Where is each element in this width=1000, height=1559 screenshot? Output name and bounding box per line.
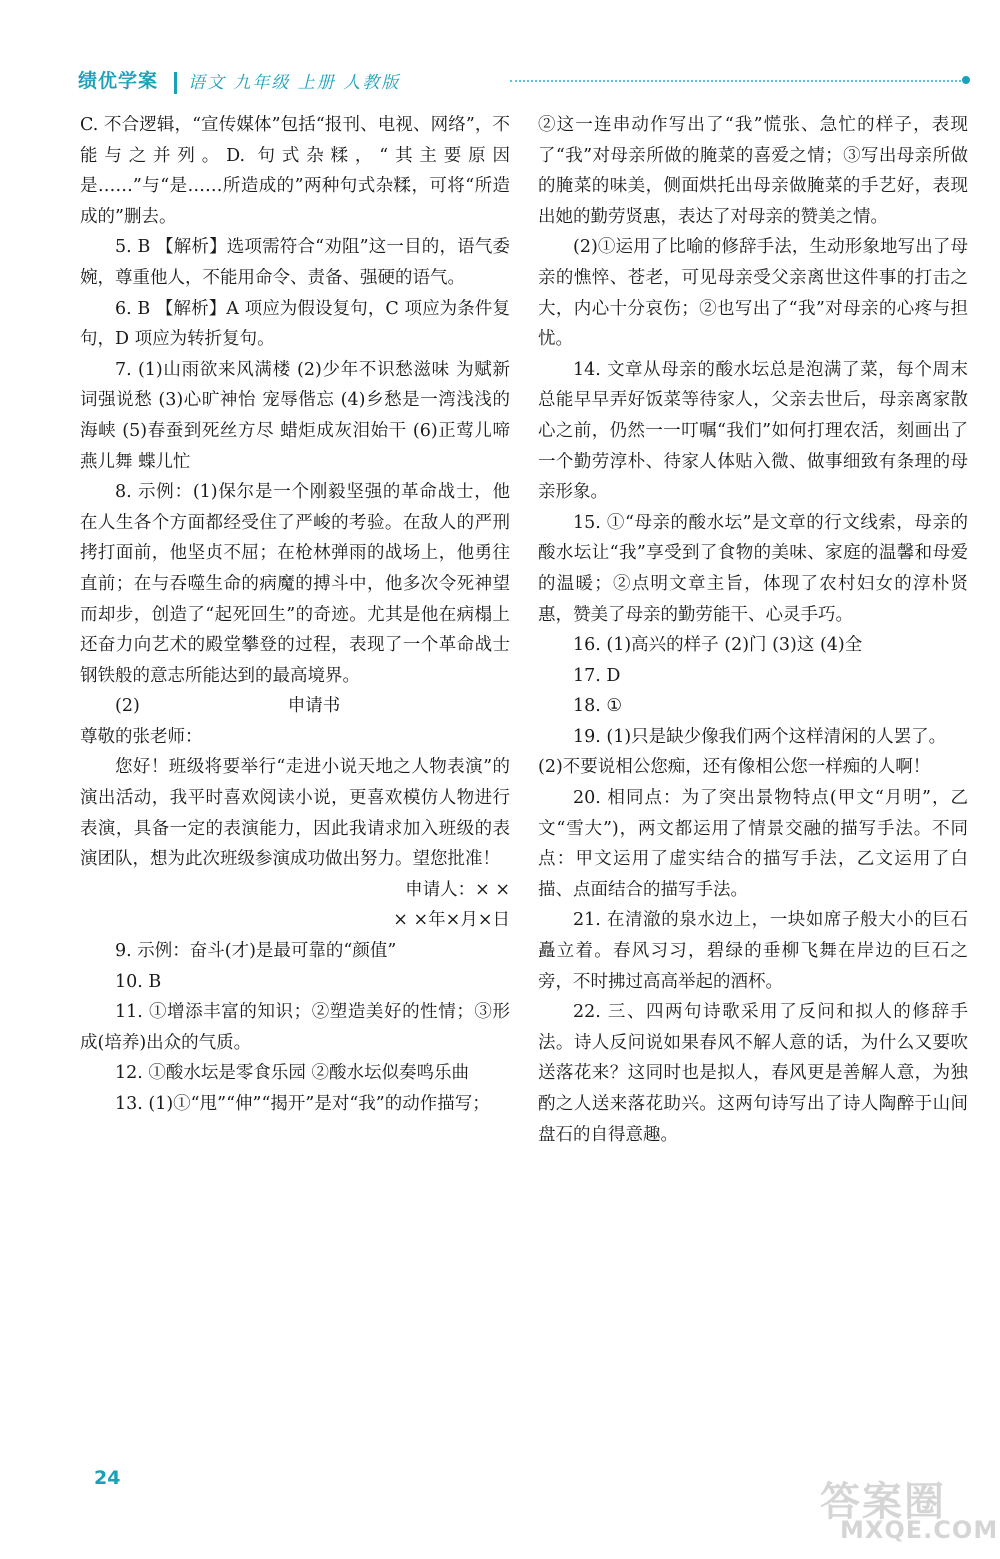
letter-body: 您好！班级将要举行“走进小说天地之人物表演”的演出活动，我平时喜欢阅读小说，更喜欢模仿人物进行表演，具备一定的表演能力，因此我请求加入班级的表演团队，想为此次班级参演成功做出努力。望您批准！: [80, 757, 510, 870]
watermark-url: MXQE.COM: [840, 1516, 999, 1544]
watermark: [820, 1470, 999, 1550]
letter-heading: [80, 691, 510, 722]
answer-paragraph: 15. ①“母亲的酸水坛”是文章的行文线索，母亲的酸水坛让“我”享受到了食物的美味、家庭的温馨和母爱的温暖；②点明文章主旨，体现了农村妇女的淳朴贤惠，赞美了母亲的勤劳能干、心灵手巧。: [538, 512, 968, 625]
answer-paragraph: 13. (1)①“甩”“伸”“揭开”是对“我”的动作描写；: [115, 1094, 490, 1114]
answer-paragraph: 7. (1)山雨欲来风满楼 (2)少年不识愁滋味 为赋新词强说愁 (3)心旷神怡 宠辱偕忘 (4)乡愁是一湾浅浅的海峡 (5)春蚕到死丝方尽 蜡炬成灰泪始干 (6)正莺儿啼 燕儿舞 蝶儿忙: [80, 359, 510, 472]
answer-paragraph: 5. B 【解析】选项需符合“劝阻”这一目的，语气委婉，尊重他人，不能用命令、责备、强硬的语气。: [80, 237, 510, 288]
answer-paragraph: 21. 在清澈的泉水边上，一块如席子般大小的巨石矗立着。春风习习，碧绿的垂柳飞舞在岸边的巨石之旁，不时拂过高高举起的酒杯。: [538, 910, 968, 992]
answer-paragraph: 16. (1)高兴的样子 (2)门 (3)这 (4)全: [573, 635, 863, 656]
answer-paragraph: 12. ①酸水坛是零食乐园 ②酸水坛似奏鸣乐曲: [115, 1063, 469, 1084]
answer-paragraph: (2)不要说相公您痴，还有像相公您一样痴的人啊！: [538, 757, 931, 778]
answer-paragraph: 22. 三、四两句诗歌采用了反问和拟人的修辞手法。诗人反问说如果春风不解人意的话，为什么又要吹送落花来？这同时也是拟人，春风更是善解人意，为独酌之人送来落花助兴。这两句诗写出了诗人陶醉于山间盘石的自得意趣。: [538, 1002, 968, 1145]
answer-paragraph: 14. 文章从母亲的酸水坛总是泡满了菜，每个周末总能早早弄好饭菜等待家人，父亲去世后，母亲离家散心之前，仍然一一叮嘱“我们”如何打理农活，刻画出了一个勤劳淳朴、待家人体贴入微、做事细致有条理的母亲形象。: [538, 359, 968, 503]
answer-paragraph: 8. 示例：(1)保尔是一个刚毅坚强的革命战士，他在人生各个方面都经受住了严峻的考验。在敌人的严刑拷打面前，他坚贞不屈；在枪林弹雨的战场上，他勇往直前；在与吞噬生命的病魔的搏斗中，他多次令死神望而却步，创造了“起死回生”的奇迹。尤其是他在病榻上还奋力向艺术的殿堂攀登的过程，表现了一个革命战士钢铁般的意志所能达到的最高境界。: [80, 482, 510, 686]
header-dotted-rule: [510, 80, 965, 82]
answer-paragraph: 6. B 【解析】A 项应为假设复句，C 项应为条件复句，D 项应为转折复句。: [80, 298, 510, 350]
letter-greeting: 尊敬的张老师：: [80, 726, 203, 747]
letter-title: 申请书: [287, 696, 341, 717]
answer-paragraph: 9. 示例：奋斗(才)是最可靠的“颜值”: [115, 941, 397, 962]
answer-paragraph: (2)①运用了比喻的修辞手法，生动形象地写出了母亲的憔悴、苍老，可见母亲受父亲离世这件事的打击之大，内心十分哀伤；②也写出了“我”对母亲的心疼与担忧。: [538, 237, 968, 350]
right-column: [538, 110, 968, 1150]
book-subtitle: 语文 九年级 上册 人教版: [188, 73, 401, 93]
answer-paragraph: 18. ①: [573, 696, 623, 717]
answer-paragraph: 20. 相同点：为了突出景物特点(甲文“月明”，乙文“雪大”)，两文都运用了情景交融的描写手法。不同点：甲文运用了虚实结合的描写手法，乙文运用了白描、点面结合的描写手法。: [538, 788, 968, 900]
brand-logo: 绩优学案: [78, 70, 159, 92]
answer-paragraph: 10. B: [115, 971, 162, 992]
answer-paragraph: 11. ①增添丰富的知识；②塑造美好的性情；③形成(培养)出众的气质。: [80, 1002, 510, 1053]
watermark-logo: 答案圈: [820, 1479, 946, 1525]
answer-paragraph: C. 不合逻辑，“宣传媒体”包括“报刊、电视、网络”，不能与之并列。D. 句式杂糅，“其主要原因是……”与“是……所造成的”两种句式杂糅，可将“所造成的”删去。: [80, 115, 510, 227]
header-divider: [174, 72, 177, 94]
page-number: 24: [94, 1467, 121, 1489]
left-column: [80, 110, 510, 1120]
answer-paragraph: ②这一连串动作写出了“我”慌张、急忙的样子，表现了“我”对母亲所做的腌菜的喜爱之情；③写出母亲所做的腌菜的味美，侧面烘托出母亲做腌菜的手艺好，表现出她的勤劳贤惠，表达了对母亲的赞美之情。: [538, 115, 968, 227]
header-rule-end-dot: [962, 76, 970, 84]
letter-label: (2): [115, 696, 140, 717]
letter-signer: 申请人：× ×: [405, 879, 510, 900]
letter-date: × ×年×月×日: [393, 910, 510, 931]
answer-paragraph: 17. D: [573, 665, 621, 686]
answer-paragraph: 19. (1)只是缺少像我们两个这样清闲的人罢了。: [573, 726, 947, 747]
page-header: [78, 66, 978, 100]
